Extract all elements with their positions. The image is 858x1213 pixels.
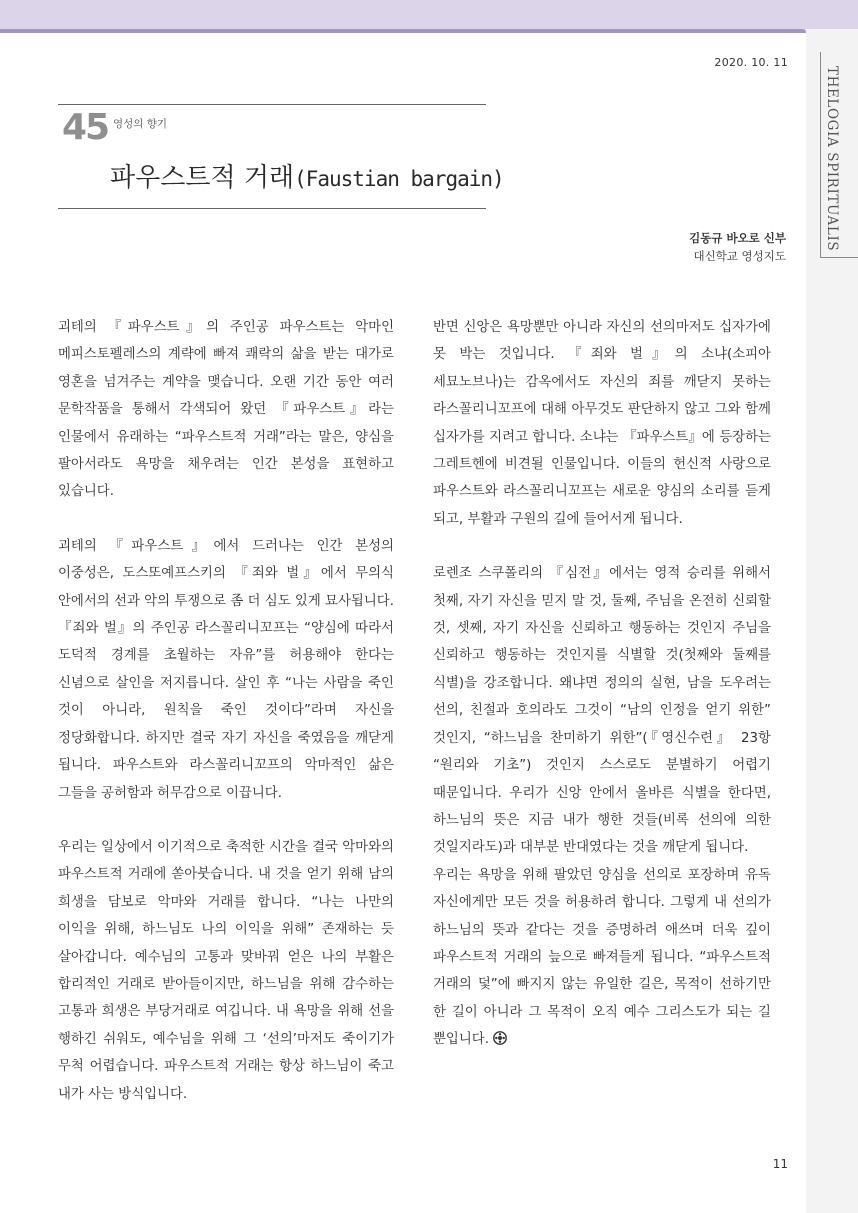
issue-date: 2020. 10. 11 bbox=[714, 56, 788, 69]
author-name: 김동규 바오로 신부 bbox=[689, 231, 786, 245]
side-title: THELOGIA SPIRITUALIS bbox=[824, 66, 840, 252]
article-title bbox=[110, 165, 504, 191]
page-number: 11 bbox=[772, 1157, 788, 1171]
paragraph-last bbox=[433, 862, 771, 1054]
paragraph: 괴테의 『파우스트』에서 드러나는 인간 본성의 이중성은, 도스또예프스키의 『죄와 벌』에서 무의식 안에서의 선과 악의 투쟁으로 좀 더 심도 있게 묘사됩니다. 『죄와 벌』의 주인공 라스꼴리니꼬프는 “양심에 따라서 도덕적 경계를 초월하는 자유”를 허용해야 한다는 신념으로 살인을 저지릅니다. 살인 후 “나는 사람을 죽인 것이 아니라, 원칙을 죽인 것이다”라며 자신을 정당화합니다. 하지만 결국 자기 자신을 죽였음을 깨닫게 됩니다. 파우스트와 라스꼴리니꼬프의 악마적인 삶은 그들을 공허함과 허무감으로 이끕니다. bbox=[58, 538, 394, 801]
paragraph: 반면 신앙은 욕망뿐만 아니라 자신의 선의마저도 십자가에 못 박는 것입니다. 『죄와 벌』의 소냐(소피아 세묘노브나)는 감옥에서도 자신의 죄를 깨닫지 못하는 라스꼴리니꼬프에 대해 아무것도 판단하지 않고 그와 함께 십자가를 지려고 합니다. 소냐는 『파우스트』에 등장하는 그레트헨에 비견될 인물입니다. 이들의 헌신적 사랑으로 파우스트와 라스꼴리니꼬프는 새로운 양심의 소리를 듣게 되고, 부활과 구원의 길에 들어서게 됩니다. bbox=[433, 320, 771, 527]
paragraph: 우리는 일상에서 이기적으로 축적한 시간을 결국 악마와의 파우스트적 거래에 쏟아붓습니다. 내 것을 얻기 위해 남의 희생을 담보로 악마와 거래를 합니다. “나는 나만의 이익을 위해, 하느님도 나의 이익을 위해” 존재하는 듯 살아갑니다. 예수님의 고통과 맞바꿔 얻은 나의 부활은 합리적인 거래로 받아들이지만, 하느님을 위해 감수하는 고통과 희생은 부당거래로 여깁니다. 내 욕망을 위해 선을 행하긴 쉬워도, 예수님을 위해 그 ‘선의’마저도 죽이기가 무척 어렵습니다. 파우스트적 거래는 항상 하느님이 죽고 내가 사는 방식입니다. bbox=[58, 839, 394, 1102]
author-affiliation: 대신학교 영성지도 bbox=[693, 249, 786, 263]
paragraph: 로렌조 스쿠폴리의 『심전』에서는 영적 승리를 위해서 첫째, 자기 자신을 믿지 말 것, 둘째, 주님을 온전히 신뢰할 것, 셋째, 자기 자신을 신뢰하고 행동하는 것인지 주님을 신뢰하고 행동하는 것인지를 식별할 것(첫째와 둘째를 식별)을 강조합니다. 왜냐면 정의의 실현, 남을 도우려는 선의, 친절과 호의라도 그것이 “남의 인정을 얻기 위한” 것인지, “하느님을 찬미하기 위한”(『영신수련』 23항 “원리와 기초”) 것인지 스스로도 분별하기 어렵기 때문입니다. 우리가 신앙 안에서 올바른 식별을 한다면, 하느님의 뜻은 지금 내가 행한 것들(비록 선의에 의한 것일지라도)과 대부분 반대였다는 것을 깨닫게 됩니다. bbox=[433, 566, 771, 856]
author-block bbox=[689, 229, 786, 265]
end-mark-icon bbox=[493, 1031, 507, 1045]
side-rule-vertical bbox=[820, 52, 821, 257]
title-rule-top bbox=[58, 104, 486, 105]
top-accent-line bbox=[0, 29, 806, 33]
title-korean: 파우스트적 거래 bbox=[110, 163, 295, 193]
issue-number: 45 bbox=[62, 107, 109, 148]
side-rule-horizontal bbox=[820, 257, 858, 258]
paragraph-text: 우리는 욕망을 위해 팔았던 양심을 선의로 포장하며 유독 자신에게만 모든 것을 허용하려 합니다. 그렇게 내 선의가 하느님의 뜻과 같다는 것을 증명하려 애쓰며 더욱 깊이 파우스트적 거래의 늪으로 빠져들게 됩니다. “파우스트적 거래의 덫”에 빠지지 않는 유일한 길은, 목적이 선하기만 한 길이 아니라 그 목적이 오직 예수 그리스도가 되는 길 뿐입니다. bbox=[433, 867, 771, 1048]
series-name: 영성의 향기 bbox=[113, 118, 168, 130]
paragraph: 괴테의 『파우스트』의 주인공 파우스트는 악마인 메피스토펠레스의 계략에 빠져 쾌락의 삶을 받는 대가로 영혼을 넘겨주는 계약을 맺습니다. 오랜 기간 동안 여러 문학작품을 통해서 각색되어 왔던 『파우스트』라는 인물에서 유래하는 “파우스트적 거래”라는 말은, 양심을 팔아서라도 욕망을 채우려는 인간 본성을 표현하고 있습니다. bbox=[58, 320, 394, 500]
title-english: (Faustian bargain) bbox=[294, 167, 504, 191]
title-rule-bottom bbox=[58, 208, 486, 209]
body-column-right bbox=[433, 314, 771, 1054]
body-column-left bbox=[58, 314, 394, 1108]
